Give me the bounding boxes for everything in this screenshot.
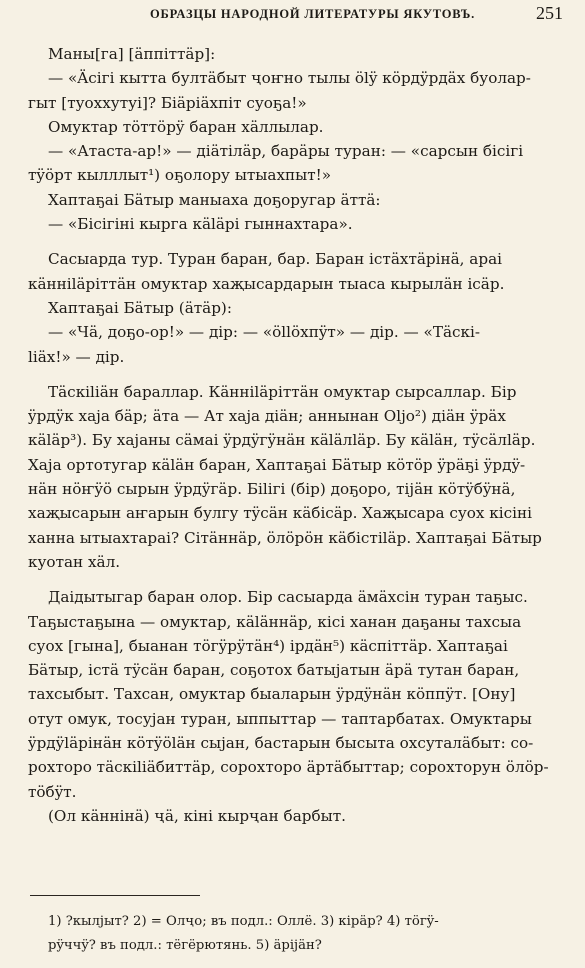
text-line: ханна ытыахтараi? Сiтäннäр, öлöрöн кäбiстiläр. Хаптаҕаi Бäтыр xyxy=(28,528,542,547)
text-line: тахсыбыт. Тахсан, омуктар быаларын ÿрдÿнäн кöппÿт. [Ону] xyxy=(28,685,516,704)
text-line: Омуктар тöттöрÿ баран хäллылар. xyxy=(48,117,324,136)
text-line: куотан хäл. xyxy=(28,552,121,571)
footnote-line: рÿччÿ? въ подл.: тёгёрютянь. 5) äрiјäн? xyxy=(48,938,322,954)
text-line: liäх!» — дiр. xyxy=(28,347,125,366)
text-line: Тäскiliäн бараллар. Кäннiläрiттäн омуктар сырсаллар. Бiр xyxy=(48,382,517,401)
footnotes xyxy=(48,910,568,959)
text-line: Хаптаҕаi Бäтыр (äтäр): xyxy=(48,298,232,317)
text-line: ÿрдÿläрiнäн кöтÿöläн сыјан, бастарын бысыта охсуталäбыт: со- xyxy=(28,734,534,753)
text-line: кäннiläрiттäн омуктар хаҗысардарын тыаса кырылäн iсäр. xyxy=(28,274,505,293)
paragraph-gap xyxy=(28,574,563,585)
paragraph-gap xyxy=(28,369,563,380)
text-line: Хаја ортотугар кäläн баран, Хаптаҕаi Бäтыр кöтöр ÿрäҕi ÿрдÿ- xyxy=(28,455,526,474)
text-line: Сасыарда тур. Туран баран, бар. Баран iстäхтäрiнä, араi xyxy=(48,250,503,269)
text-line: тöбÿт. xyxy=(28,782,77,801)
text-line: Таҕыстаҕына — омуктар, кäläннäр, кiсi ханан даҕаны тахсыа xyxy=(28,612,522,631)
paragraph-gap xyxy=(28,236,563,247)
text-line: гыт [туоххутуi]? Бiäрiäхпiт суоҕа!» xyxy=(28,93,307,112)
page-number: 251 xyxy=(536,3,563,23)
footnote-divider xyxy=(30,895,200,896)
body-text xyxy=(28,42,563,828)
text-line: — «Чä, доҕо-ор!» — дiр: — «öllöхпÿт» — дiр. — «Тäскi- xyxy=(48,323,481,342)
text-line: Бäтыр, iстä тÿсäн баран, соҕотох батыјатын äрä тутан баран, xyxy=(28,661,520,680)
running-head: ОБРАЗЦЫ НАРОДНОЙ ЛИТЕРАТУРЫ ЯКУТОВЪ. xyxy=(150,7,476,21)
text-line: нäн нöҥÿö сырын ÿрдÿгäр. Бiliгi (бiр) доҕоро, тiјäн кöтÿбÿнä, xyxy=(28,480,516,499)
text-line: — «Äсiгi кытта бултäбыт ҷоҥно тылы ölÿ кöрдÿрдäх буолар- xyxy=(48,69,531,88)
text-line: — «Атаста-ар!» — дiäтiлäр, барäры туран: — «сарсын бiсiгi xyxy=(48,142,524,161)
text-line: хаҗысарын аҥарын булгу тÿсäн кäбiсäр. Хаҗысара суох кiсiнi xyxy=(28,504,532,523)
text-line: (Ол кäннiнä) ҷä, кiнi кырҷан барбыт. xyxy=(48,806,346,825)
text-line: ÿрдÿк хаја бäр; äта — Ат хаја дiäн; аннынан Oljo²) дiäн ÿрäх xyxy=(28,407,506,426)
text-line: — «Бiсiгiнi кырга кäläрi гыннахтара». xyxy=(48,215,353,234)
text-line: Маны[га] [äппiттäр]: xyxy=(48,45,216,63)
text-line: Даiдытыгар баран олор. Бiр сасыарда äмäхсiн туран таҕыс. xyxy=(48,588,528,607)
text-line: Хаптаҕаi Бäтыр маныаха доҕоругар äттä: xyxy=(48,190,381,209)
text-line: тÿöрт кылллыт¹) оҕолору ытыахпыт!» xyxy=(28,166,332,185)
footnote-line: 1) ?кылјыт? 2) = Олҷо; въ подл.: Оллё. 3) кiрäр? 4) тöгÿ- xyxy=(48,914,439,929)
page-header xyxy=(0,0,585,36)
text-line: рохторо тäскiliäбиттäр, сорохторо äртäбыттар; сорохторун öлöр- xyxy=(28,758,549,777)
text-line: отут омук, тосујан туран, ыппыттар — таптарбатах. Омуктары xyxy=(28,709,532,728)
text-line: кäläр³). Бу хајаны сäмаi ÿрдÿгÿнäн кäläлläр. Бу кäläн, тÿсäлläр. xyxy=(28,431,536,450)
text-line: суох [гына], быанан тöгÿрÿтäн⁴) iрдäн⁵) кäспiттäр. Хаптаҕаi xyxy=(28,636,508,655)
